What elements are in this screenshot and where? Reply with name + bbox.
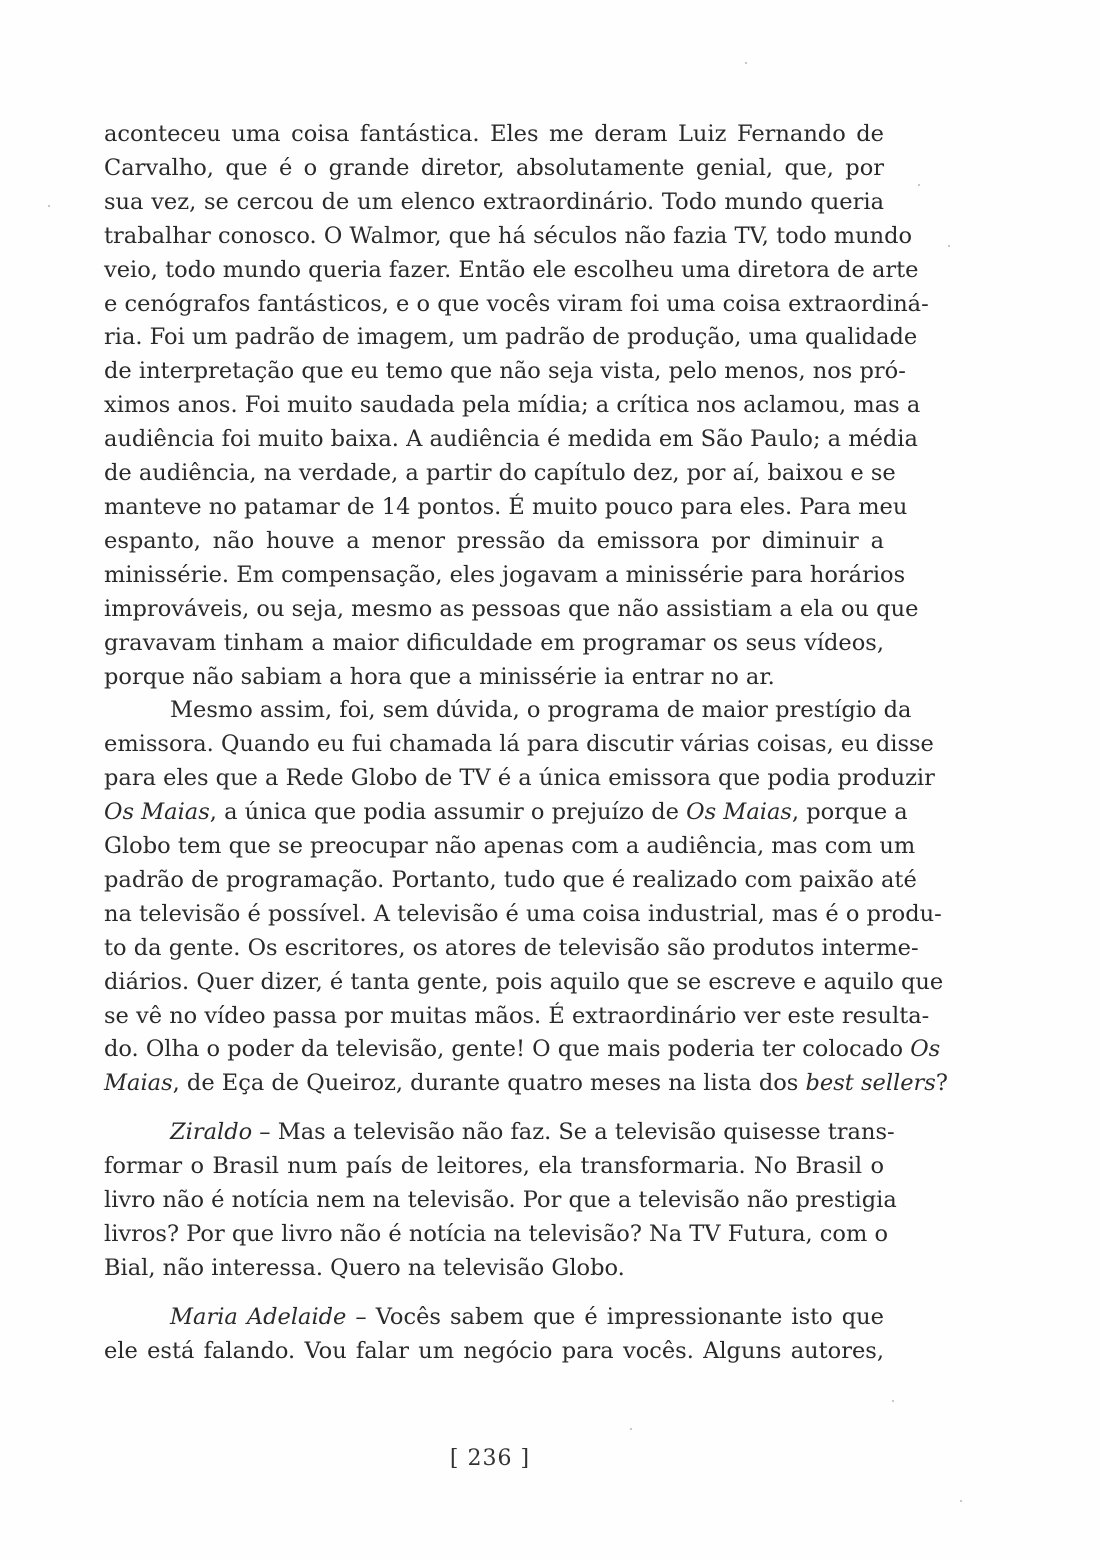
text-line: e cenógrafos fantásticos, e o que vocês viram foi uma coisa extraordiná- [104, 290, 929, 317]
text-line: padrão de programação. Portanto, tudo que é realizado com paixão até [104, 866, 917, 893]
scan-speck [948, 245, 950, 247]
text-line: de audiência, na verdade, a partir do capítulo dez, por aí, baixou e se [104, 460, 896, 487]
text-line: Carvalho, que é o grande diretor, absolutamente genial, que, por [104, 154, 884, 181]
body-text [104, 118, 948, 1369]
scan-speck [918, 184, 920, 186]
text-line: minissérie. Em compensação, eles jogavam a minissérie para horários [104, 561, 906, 588]
text-line: improváveis, ou seja, mesmo as pessoas que não assistiam a ela ou que [104, 595, 919, 622]
text-line [104, 1033, 941, 1067]
text-line: audiência foi muito baixa. A audiência é medida em São Paulo; a média [104, 426, 918, 453]
scan-speck [960, 1500, 962, 1502]
italic-title: Os Maias [104, 799, 210, 826]
text-line: diários. Quer dizer, é tanta gente, pois aquilo que se escreve e aquilo que [104, 968, 944, 995]
scan-speck [745, 62, 747, 64]
text-line: gravavam tinham a maior dificuldade em programar os seus vídeos, [104, 629, 884, 656]
text-line: Mesmo assim, foi, sem dúvida, o programa de maior prestígio da [170, 697, 912, 724]
paragraph-maria-adelaide [104, 1301, 884, 1369]
scan-speck [892, 1400, 894, 1402]
text-line: ria. Foi um padrão de imagem, um padrão de produção, uma qualidade [104, 324, 918, 351]
text-line: formar o Brasil num país de leitores, ela transformaria. No Brasil o [104, 1153, 884, 1180]
text-line: livros? Por que livro não é notícia na televisão? Na TV Futura, com o [104, 1221, 888, 1247]
text-line: Bial, não interessa. Quero na televisão Globo. [104, 1254, 625, 1281]
text-line: to da gente. Os escritores, os atores de televisão são produtos interme- [104, 934, 919, 961]
text-line: se vê no vídeo passa por muitas mãos. É extraordinário ver este resulta- [104, 1002, 930, 1029]
scan-speck [48, 205, 50, 207]
italic-title: Os Maias [686, 799, 792, 826]
text-run: ? [935, 1070, 948, 1097]
text-line: ele está falando. Vou falar um negócio para vocês. Alguns autores, [104, 1337, 884, 1364]
text-run: do. Olha o poder da televisão, gente! O que mais poderia ter colocado [104, 1036, 911, 1063]
text-run: – Mas a televisão não faz. Se a televisão quisesse trans- [252, 1119, 895, 1146]
text-line: espanto, não houve a menor pressão da emissora por diminuir a [104, 527, 884, 554]
paragraph-2 [104, 694, 948, 1101]
text-line: veio, todo mundo queria fazer. Então ele escolheu uma diretora de arte [104, 256, 919, 283]
text-line: para eles que a Rede Globo de TV é a única emissora que podia produzir [104, 765, 935, 792]
paragraph-1 [104, 118, 929, 694]
text-run: – Vocês sabem que é impressionante isto que [346, 1303, 884, 1330]
scan-speck [630, 1428, 632, 1430]
text-line: na televisão é possível. A televisão é uma coisa industrial, mas é o produ- [104, 900, 942, 927]
text-line: Globo tem que se preocupar não apenas com a audiência, mas com um [104, 833, 916, 860]
speaker-name: Maria Adelaide [170, 1303, 347, 1330]
text-line [104, 1116, 895, 1150]
text-line [104, 796, 908, 830]
page-number: [ 236 ] [449, 1446, 531, 1471]
text-line: aconteceu uma coisa fantástica. Eles me deram Luiz Fernando de [104, 121, 884, 147]
text-line: de interpretação que eu temo que não seja vista, pelo menos, nos pró- [104, 358, 906, 385]
speaker-name: Ziraldo [170, 1119, 253, 1146]
text-line: manteve no patamar de 14 pontos. É muito pouco para eles. Para meu [104, 493, 908, 520]
text-line: livro não é notícia nem na televisão. Por que a televisão não prestigia [104, 1187, 897, 1214]
italic-title: Maias [104, 1070, 173, 1097]
text-line: trabalhar conosco. O Walmor, que há séculos não fazia TV, todo mundo [104, 222, 913, 249]
text-line: sua vez, se cercou de um elenco extraordinário. Todo mundo queria [104, 188, 884, 215]
text-line: emissora. Quando eu fui chamada lá para discutir várias coisas, eu disse [104, 731, 934, 758]
text-run: , de Eça de Queiroz, durante quatro meses na lista dos [172, 1070, 806, 1097]
text-line: porque não sabiam a hora que a minissérie ia entrar no ar. [104, 663, 775, 690]
text-line [104, 1301, 884, 1335]
text-run: , a única que podia assumir o prejuízo de [209, 799, 687, 826]
text-run: , porque a [791, 799, 908, 826]
italic-phrase: best sellers [805, 1070, 936, 1097]
text-line [104, 1067, 948, 1101]
italic-title: Os [910, 1036, 941, 1063]
text-line: ximos anos. Foi muito saudada pela mídia; a crítica nos aclamou, mas a [104, 392, 921, 419]
paragraph-ziraldo [104, 1116, 897, 1286]
